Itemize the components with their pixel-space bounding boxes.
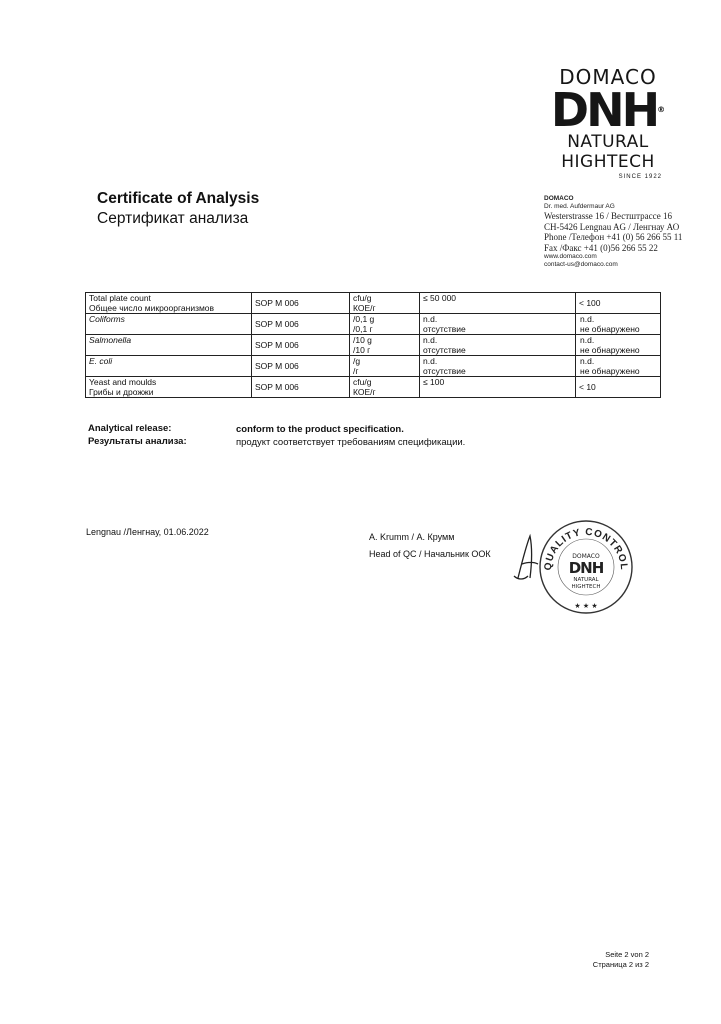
cell-parameter-text: E. coli (89, 356, 113, 366)
cell-parameter-text: Yeast and moulds (89, 377, 157, 387)
cell-specification (420, 356, 576, 377)
cell-parameter-text: Salmonella (89, 335, 132, 345)
address-phone: Phone /Телефон +41 (0) 56 266 55 11 (544, 232, 683, 242)
cell-result-text: n.d. (580, 314, 595, 324)
table-row (86, 293, 661, 314)
cell-unit-text: cfu/g (353, 377, 372, 387)
cell-unit (350, 335, 420, 356)
company-logo (548, 66, 668, 182)
page-number-de: Seite 2 von 2 (605, 950, 649, 959)
cell-unit-text-ru: КОЕ/г (353, 387, 376, 397)
cell-specification-text: ≤ 100 (423, 377, 445, 387)
cell-specification-text: n.d. (423, 314, 438, 324)
cell-specification-text-ru: отсутствие (423, 345, 466, 355)
cell-unit-text-ru: /г (353, 366, 359, 376)
release-label-ru: Результаты анализа: (88, 436, 187, 447)
cell-result-text: n.d. (580, 356, 595, 366)
cell-result-text-ru: не обнаружено (580, 345, 640, 355)
cell-parameter-text-ru: Грибы и дрожжи (89, 387, 154, 397)
cell-method (252, 314, 350, 335)
cell-parameter-text: Coliforms (89, 314, 125, 324)
cell-parameter-text: Total plate count (89, 293, 151, 303)
cell-parameter (86, 335, 252, 356)
address-email: contact-us@domaco.com (544, 261, 618, 268)
cell-result (576, 293, 661, 314)
cell-method (252, 293, 350, 314)
cell-specification (420, 314, 576, 335)
cell-result (576, 377, 661, 398)
place-date: Lengnau /Ленгнау, 01.06.2022 (86, 527, 209, 537)
cell-result-text: n.d. (580, 335, 595, 345)
address-fax: Fax /Факс +41 (0)56 266 55 22 (544, 242, 658, 253)
table-row (86, 377, 661, 398)
cell-unit-text: /10 g (353, 335, 372, 345)
company-address (544, 195, 682, 269)
cell-result-text: < 100 (579, 298, 601, 308)
document-title-en: Certificate of Analysis (97, 190, 260, 207)
cell-result (576, 356, 661, 377)
stamp-monogram: DNH (568, 559, 604, 577)
cell-result (576, 314, 661, 335)
cell-specification-text: n.d. (423, 335, 438, 345)
results-table (85, 292, 661, 398)
stamp-stars: ★ ★ ★ (574, 602, 598, 610)
release-value-ru: продукт соответствует требованиям спецификации. (236, 437, 466, 448)
stamp-line2: HIGHTECH (571, 584, 601, 590)
cell-unit-text: cfu/g (353, 293, 372, 303)
signer-name: A. Krumm / А. Крумм (369, 532, 455, 542)
release-value-en: conform to the product specification. (236, 424, 404, 435)
cell-method-text: SOP M 006 (255, 319, 299, 329)
cell-result (576, 335, 661, 356)
logo-monogram: DNH® (550, 83, 666, 137)
address-owner: Dr. med. Aufdermaur AG (544, 203, 615, 210)
cell-specification-text: ≤ 50 000 (423, 293, 457, 303)
cell-unit-text: /0,1 g (353, 314, 375, 324)
cell-method (252, 377, 350, 398)
table-row (86, 356, 661, 377)
cell-specification-text-ru: отсутствие (423, 366, 466, 376)
logo-since: SINCE 1922 (618, 174, 662, 180)
cell-method (252, 356, 350, 377)
cell-specification (420, 377, 576, 398)
table-row (86, 335, 661, 356)
logo-line2: HIGHTECH (561, 152, 655, 172)
logo-brand: DOMACO (559, 65, 657, 89)
stamp-brand: DOMACO (572, 553, 600, 560)
cell-unit (350, 314, 420, 335)
page-number-ru: Страница 2 из 2 (592, 960, 649, 969)
cell-specification-text: n.d. (423, 356, 438, 366)
cell-method-text: SOP M 006 (255, 340, 299, 350)
address-street: Westerstrasse 16 / Вестштрассе 16 (544, 211, 672, 221)
address-web: www.domaco.com (544, 253, 597, 260)
address-city: CH-5426 Lengnau AG / Ленгнау АО (544, 221, 680, 232)
cell-parameter (86, 356, 252, 377)
cell-parameter-text-ru: Общее число микроорганизмов (89, 303, 215, 313)
stamp-arc-text: QUALITY CONTROL (542, 526, 630, 571)
cell-specification (420, 293, 576, 314)
cell-parameter (86, 293, 252, 314)
cell-unit-text-ru: /10 г (353, 345, 371, 355)
cell-unit-text-ru: КОЕ/г (353, 303, 376, 313)
table-row (86, 314, 661, 335)
signer-role: Head of QC / Начальник ООК (369, 549, 491, 559)
cell-method-text: SOP M 006 (255, 361, 299, 371)
cell-specification (420, 335, 576, 356)
cell-parameter (86, 314, 252, 335)
address-company: DOMACO (544, 195, 574, 202)
page-number (593, 950, 649, 970)
logo-line1: NATURAL (567, 132, 649, 152)
cell-parameter (86, 377, 252, 398)
quality-control-stamp (537, 518, 635, 616)
cell-method-text: SOP M 006 (255, 298, 299, 308)
cell-specification-text-ru: отсутствие (423, 324, 466, 334)
cell-unit-text: /g (353, 356, 361, 366)
cell-unit (350, 377, 420, 398)
release-label-en: Analytical release: (88, 423, 172, 434)
cell-result-text-ru: не обнаружено (580, 324, 640, 334)
document-title-ru: Сертификат анализа (97, 210, 249, 227)
stamp-line1: NATURAL (573, 577, 599, 583)
cell-result-text: < 10 (579, 382, 596, 392)
cell-unit (350, 293, 420, 314)
cell-result-text-ru: не обнаружено (580, 366, 640, 376)
cell-unit-text-ru: /0,1 г (353, 324, 373, 334)
cell-method-text: SOP M 006 (255, 382, 299, 392)
cell-unit (350, 356, 420, 377)
cell-method (252, 335, 350, 356)
